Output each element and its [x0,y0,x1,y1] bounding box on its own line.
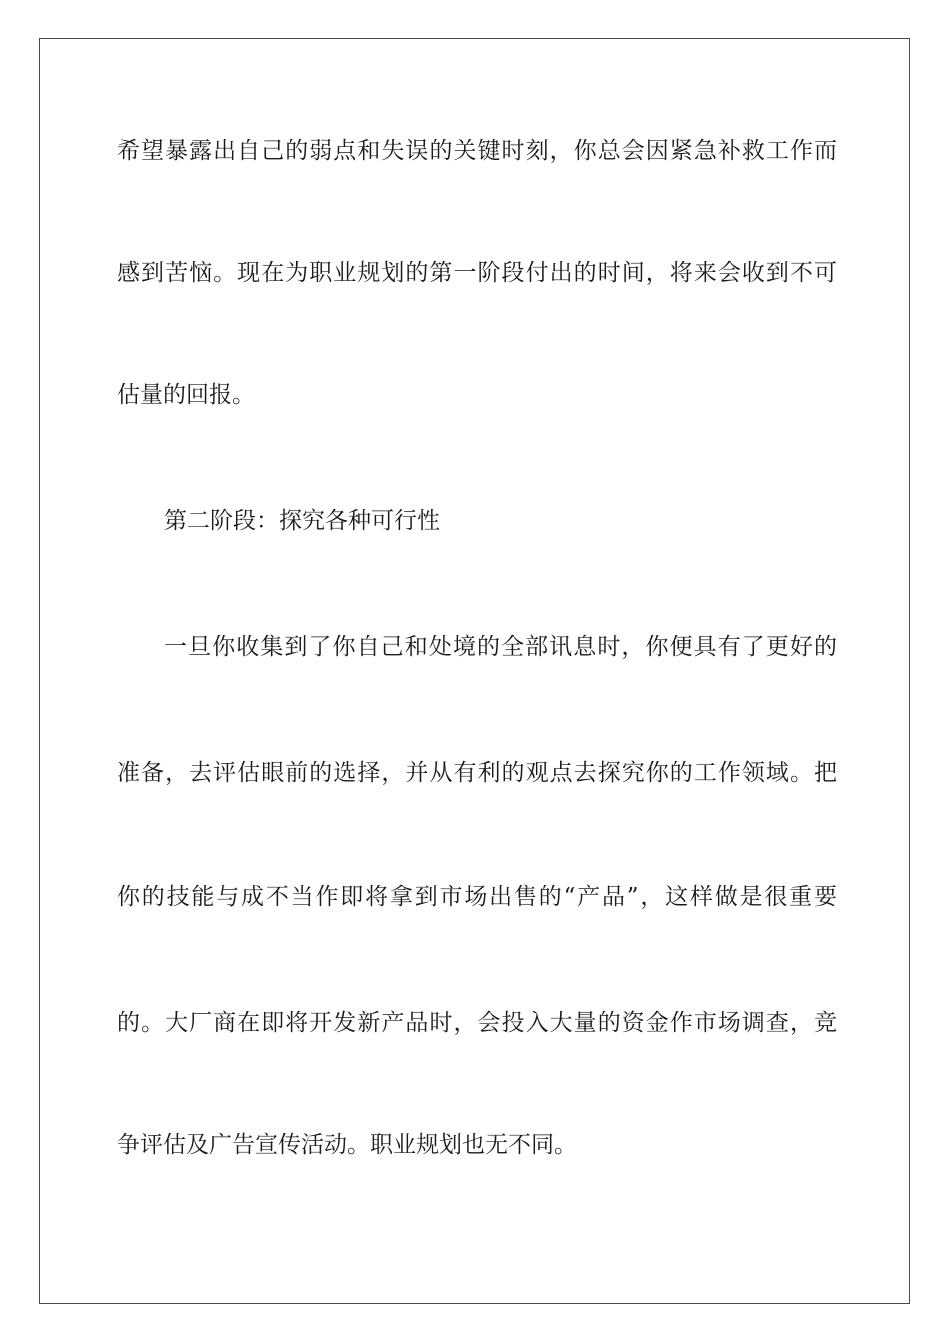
paragraph-line-4: 一旦你收集到了你自己和处境的全部讯息时，你便具有了更好的 [164,634,837,660]
section-heading: 第二阶段：探究各种可行性 [164,508,440,534]
paragraph-line-8: 争评估及广告宣传活动。职业规划也无不同。 [117,1132,577,1158]
page-border [39,38,910,1304]
paragraph-line-2: 感到苦恼。现在为职业规划的第一阶段付出的时间，将来会收到不可 [117,260,837,286]
paragraph-line-5: 准备，去评估眼前的选择，并从有利的观点去探究你的工作领域。把 [117,760,837,786]
paragraph-line-1: 希望暴露出自己的弱点和失误的关键时刻，你总会因紧急补救工作而 [117,138,837,164]
paragraph-line-7: 的。大厂商在即将开发新产品时，会投入大量的资金作市场调查，竞 [117,1010,837,1036]
paragraph-line-6: 你的技能与成不当作即将拿到市场出售的“产品”，这样做是很重要 [117,884,837,910]
paragraph-line-3: 估量的回报。 [117,382,255,408]
